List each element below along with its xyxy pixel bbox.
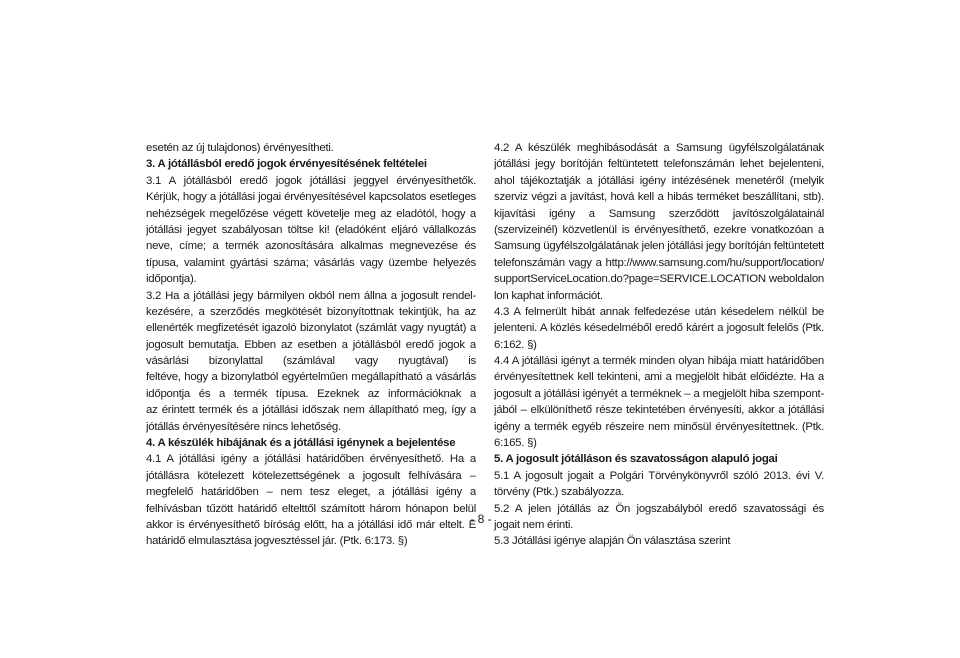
left-column-line: akkor is érvényesíthető bíróság előtt, ha a jótállási idő már eltelt. E (146, 518, 476, 531)
left-column-line: kezésére, a szerződés megkötését bizonyítottnak tekintjük, ha az (146, 305, 476, 318)
right-column-line: telefonszámán vagy a http://www.samsung.com/hu/support/location/ (494, 256, 824, 269)
left-column-line: esetén az új tulajdonos) érvényesítheti. (146, 142, 334, 154)
right-column-line: 4.4 A jótállási igényt a termék minden olyan hibája miatt határidőben (494, 355, 824, 368)
right-column-line: supportServiceLocation.do?page=SERVICE.LOCATION weboldalon (494, 273, 824, 286)
left-column-line: 4.1 A jótállási igény a jótállási határidőben érvényesíthető. Ha a (146, 453, 476, 466)
left-column (146, 140, 476, 550)
right-column-line: kijavítási igény a Samsung szerződött javítószolgálatainál (494, 207, 824, 220)
left-column-line: Kérjük, hogy a jótállási jogai érvényesítésével kapcsolatos esetleges (146, 191, 476, 204)
right-column-line: szerviz végzi a javítást, hová kell a hibás terméket beszállítani, stb). (494, 191, 824, 204)
right-column-line: 6:165. §) (494, 437, 537, 450)
page-number: - 8 - (470, 512, 492, 526)
left-column-line: határidő elmulasztása jogvesztéssel jár. (Ptk. 6:173. §) (146, 535, 408, 548)
left-column-line: vásárlási bizonylattal (számlával vagy nyugtával) is (146, 355, 476, 368)
right-column-line: érvényesítettnek kell tekinteni, ami a megjelölt hibát előidézte. Ha a (494, 371, 824, 384)
right-column-line: 4.2 A készülék meghibásodását a Samsung ügyfélszolgálatának (494, 142, 824, 154)
left-column-line: az érintett termék és a jótállási időszak nem állapítható meg, így a (146, 404, 476, 417)
right-column-line: ahol tájékoztatják a jótállási igény intézésének menetéről (melyik (494, 174, 824, 187)
right-column-line: Samsung ügyfélszolgálatának jelen jótállási jegy borítóján feltüntetett (494, 240, 824, 253)
right-column (494, 140, 824, 550)
right-column-line: jogait nem érinti. (494, 518, 574, 531)
right-column-line: lon kaphat információt. (494, 289, 603, 302)
left-column-line: jótállási jegyet szabályosan töltse ki! (eladóként eljáró vállalkozás (146, 223, 476, 236)
right-column-line: 5.2 A jelen jótállás az Ön jogszabályból eredő szavatossági és (494, 502, 824, 515)
left-column-line: ellenérték megfizetését igazoló bizonylatot (számlát vagy nyugtát) a (146, 322, 476, 335)
left-column-line: nehézségek megelőzése végett követelje meg az eladótól, hogy a (146, 207, 476, 220)
right-column-line: 5.3 Jótállási igénye alapján Ön választása szerint (494, 535, 731, 548)
left-column-line: 3. A jótállásból eredő jogok érvényesítésének feltételei (146, 158, 427, 171)
right-column-line: jából – elkülöníthető része tekintetében érvényesíti, akkor a jótállási (494, 404, 824, 417)
right-column-line: 6:162. §) (494, 338, 537, 351)
right-column-line: 4.3 A felmerült hibát annak felfedezése után késedelem nélkül be (494, 305, 824, 318)
right-column-line: 5.1 A jogosult jogait a Polgári Törvénykönyvről szóló 2013. évi V. (494, 469, 824, 482)
left-column-line: időpontja és a termék típusa. Ezeknek az információknak a (146, 387, 476, 400)
right-column-line: 5. A jogosult jótálláson és szavatosságon alapuló jogai (494, 453, 778, 466)
right-column-line: igény a termék egyéb részeire nem minősül érvényesítettnek. (Ptk. (494, 420, 824, 433)
left-column-line: időpontja). (146, 273, 197, 286)
left-column-line: 3.1 A jótállásból eredő jogok jótállási jeggyel érvényesíthetők. (146, 174, 476, 187)
left-column-line: feltéve, hogy a bizonylatból egyértelműen megállapítható a vásárlás (146, 371, 476, 384)
left-column-line: felhívásban tűzött határidő eltelttől számított három hónapon belül (146, 502, 476, 515)
right-column-line: jelenteni. A közlés késedelméből eredő kárért a jogosult felelős (Ptk. (494, 322, 824, 335)
right-column-line: törvény (Ptk.) szabályozza. (494, 486, 624, 499)
right-column-line: (szervizeinél) közvetlenül is érvényesíthető, ezekre vonatkozóan a (494, 223, 824, 236)
right-column-line: jogosult a jótállási igényét a terméknek – a megjelölt hiba szempont- (494, 387, 824, 400)
left-column-line: 4. A készülék hibájának és a jótállási igénynek a bejelentése (146, 437, 456, 450)
left-column-line: 3.2 Ha a jótállási jegy bármilyen okból nem állna a jogosult rendel- (146, 289, 476, 302)
left-column-line: jótállásra kötelezett kötelezettségének a jogosult felhívására – (146, 469, 476, 482)
right-column-line: jótállási jegy borítóján feltüntetett telefonszámán lehet bejelenteni, (494, 158, 824, 171)
left-column-line: neve, címe; a termék azonosítására alkalmas megnevezése és (146, 240, 476, 253)
left-column-line: jótállás érvényesítésére nincs lehetőség. (146, 420, 341, 433)
left-column-line: megfelelő határidőben – nem tesz eleget, a jótállási igény a (146, 486, 476, 499)
left-column-line: jogosult bemutatja. Ebben az esetben a jótállásból eredő jogok a (146, 338, 476, 351)
left-column-line: típusa, valamint gyártási száma; vásárlás vagy üzembe helyezés (146, 256, 476, 269)
